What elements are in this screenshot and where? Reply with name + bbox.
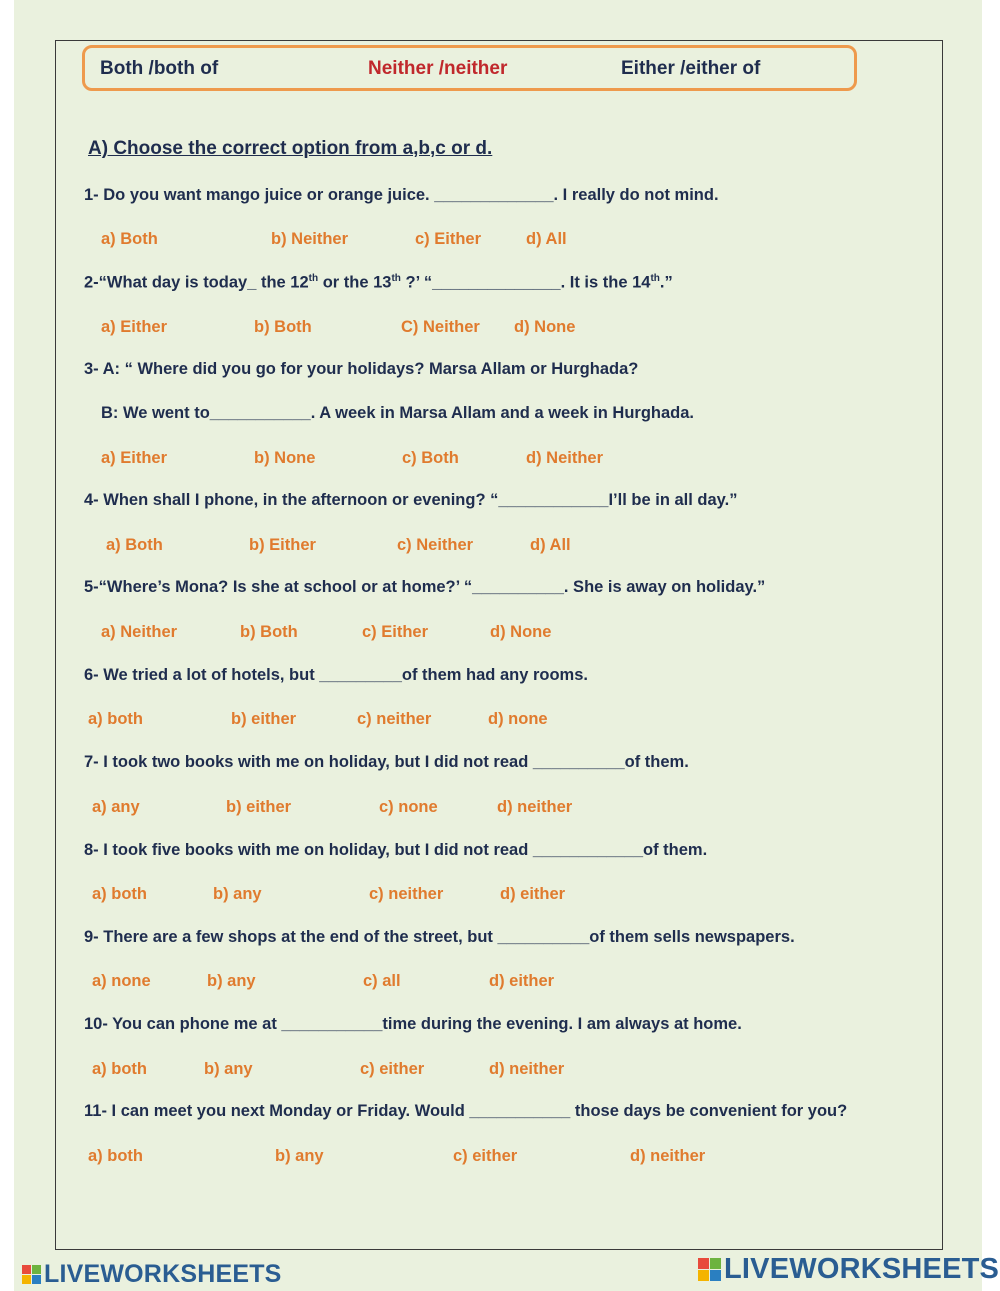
option-2a[interactable]: a) Either	[101, 318, 168, 336]
option-9d[interactable]: d) either	[489, 972, 555, 990]
option-10a[interactable]: a) both	[92, 1060, 147, 1078]
option-10b[interactable]: b) any	[204, 1060, 253, 1078]
option-2b[interactable]: b) Both	[254, 318, 312, 336]
option-7d[interactable]: d) neither	[497, 798, 573, 816]
option-8b[interactable]: b) any	[213, 885, 262, 903]
option-4b[interactable]: b) Either	[249, 536, 316, 554]
question-9: 9- There are a few shops at the end of the street, but __________of them sells newspapers.	[84, 928, 795, 946]
option-1d[interactable]: d) All	[526, 230, 567, 248]
option-6a[interactable]: a) both	[88, 710, 143, 728]
header-either: Either /either of	[621, 58, 761, 79]
option-3c[interactable]: c) Both	[402, 449, 459, 467]
brand-name: LIVEWORKSHEETS	[44, 1260, 282, 1288]
question-3-line-1: 3- A: “ Where did you go for your holidays? Marsa Allam or Hurghada?	[84, 360, 639, 378]
option-1a[interactable]: a) Both	[101, 230, 158, 248]
instruction-heading: A) Choose the correct option from a,b,c or d.	[88, 138, 493, 159]
option-6c[interactable]: c) neither	[357, 710, 432, 728]
question-2: 2-“What day is today_ the 12th or the 13th ?’ “______________. It is the 14th.”	[84, 273, 673, 292]
option-2d[interactable]: d) None	[514, 318, 576, 336]
brand-footer-left	[22, 1260, 282, 1289]
option-3b[interactable]: b) None	[254, 449, 316, 467]
option-11d[interactable]: d) neither	[630, 1147, 706, 1165]
question-11: 11- I can meet you next Monday or Friday. Would ___________ those days be convenient for you?	[84, 1102, 848, 1120]
liveworksheets-logo-icon	[698, 1258, 721, 1281]
question-4: 4- When shall I phone, in the afternoon or evening? “____________I’ll be in all day.”	[84, 491, 738, 509]
question-7: 7- I took two books with me on holiday, but I did not read __________of them.	[84, 753, 689, 771]
question-10: 10- You can phone me at ___________time during the evening. I am always at home.	[84, 1015, 742, 1033]
option-7a[interactable]: a) any	[92, 798, 140, 816]
option-11a[interactable]: a) both	[88, 1147, 143, 1165]
option-6b[interactable]: b) either	[231, 710, 297, 728]
option-11b[interactable]: b) any	[275, 1147, 324, 1165]
header-neither: Neither /neither	[368, 58, 508, 79]
liveworksheets-logo-icon	[22, 1265, 41, 1284]
option-4a[interactable]: a) Both	[106, 536, 163, 554]
header-both: Both /both of	[100, 58, 219, 79]
option-1b[interactable]: b) Neither	[271, 230, 349, 248]
option-8c[interactable]: c) neither	[369, 885, 444, 903]
option-10c[interactable]: c) either	[360, 1060, 425, 1078]
option-5c[interactable]: c) Either	[362, 623, 429, 641]
brand-footer-right	[698, 1253, 999, 1286]
question-5: 5-“Where’s Mona? Is she at school or at home?’ “__________. She is away on holiday.”	[84, 578, 766, 596]
option-3a[interactable]: a) Either	[101, 449, 168, 467]
option-6d[interactable]: d) none	[488, 710, 548, 728]
option-7b[interactable]: b) either	[226, 798, 292, 816]
question-1: 1- Do you want mango juice or orange juice. _____________. I really do not mind.	[84, 186, 719, 204]
option-11c[interactable]: c) either	[453, 1147, 518, 1165]
question-6: 6- We tried a lot of hotels, but _________of them had any rooms.	[84, 666, 588, 684]
option-9b[interactable]: b) any	[207, 972, 256, 990]
option-7c[interactable]: c) none	[379, 798, 438, 816]
option-5a[interactable]: a) Neither	[101, 623, 178, 641]
option-8d[interactable]: d) either	[500, 885, 566, 903]
option-8a[interactable]: a) both	[92, 885, 147, 903]
option-1c[interactable]: c) Either	[415, 230, 482, 248]
brand-name: LIVEWORKSHEETS	[724, 1253, 1000, 1285]
option-9c[interactable]: c) all	[363, 972, 401, 990]
question-8: 8- I took five books with me on holiday, but I did not read ____________of them.	[84, 841, 708, 859]
option-9a[interactable]: a) none	[92, 972, 151, 990]
option-3d[interactable]: d) Neither	[526, 449, 604, 467]
option-5d[interactable]: d) None	[490, 623, 552, 641]
option-5b[interactable]: b) Both	[240, 623, 298, 641]
option-4d[interactable]: d) All	[530, 536, 571, 554]
option-2c[interactable]: C) Neither	[401, 318, 480, 336]
question-3-line-2: B: We went to___________. A week in Marsa Allam and a week in Hurghada.	[101, 404, 695, 422]
option-4c[interactable]: c) Neither	[397, 536, 474, 554]
option-10d[interactable]: d) neither	[489, 1060, 565, 1078]
